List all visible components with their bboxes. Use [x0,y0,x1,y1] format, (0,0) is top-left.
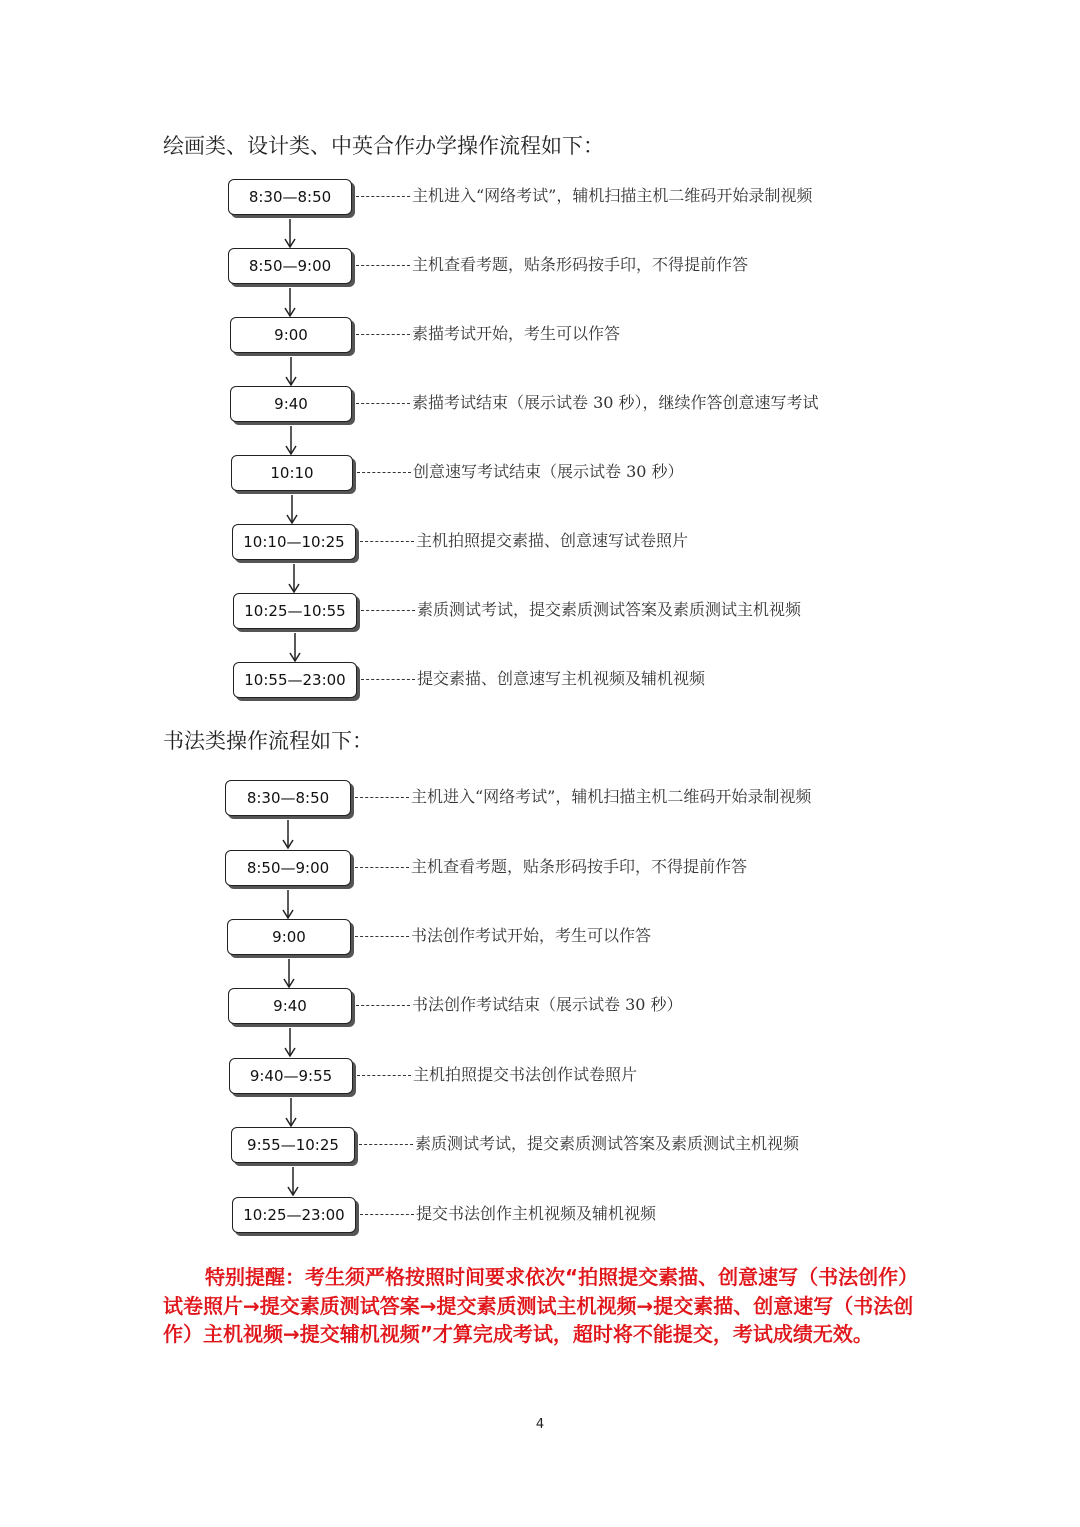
down-arrow-icon [284,357,298,387]
time-box: 10:55—23:00 [233,662,357,698]
time-box: 8:30—8:50 [225,780,351,816]
down-arrow-icon [287,564,301,594]
time-box: 8:50—9:00 [225,850,351,886]
dashed-connector [355,867,409,868]
down-arrow-icon [286,1167,300,1197]
dashed-connector [360,1214,414,1215]
dashed-connector [356,1005,410,1006]
down-arrow-icon [284,426,298,456]
step-description: 素质测试考试，提交素质测试答案及素质测试主机视频 [415,1134,800,1153]
time-box: 8:30—8:50 [228,179,352,215]
step-description: 主机进入“网络考试”，辅机扫描主机二维码开始录制视频 [411,787,812,806]
down-arrow-icon [281,890,295,920]
step-description: 素描考试结束（展示试卷 30 秒），继续作答创意速写考试 [412,393,819,412]
step-description: 主机查看考题，贴条形码按手印，不得提前作答 [411,857,748,876]
down-arrow-icon [284,1098,298,1128]
page-number: 4 [535,1417,545,1432]
step-description: 素质测试考试，提交素质测试答案及素质测试主机视频 [417,600,802,619]
dashed-connector [356,334,410,335]
down-arrow-icon [285,495,299,525]
step-description: 主机拍照提交素描、创意速写试卷照片 [416,531,689,550]
step-description: 素描考试开始，考生可以作答 [412,324,621,343]
section1-heading: 绘画类、设计类、中英合作办学操作流程如下： [163,134,604,158]
dashed-connector [355,797,409,798]
dashed-connector [361,679,415,680]
time-box: 10:25—10:55 [233,593,357,629]
time-box: 8:50—9:00 [228,248,352,284]
dashed-connector [357,1075,411,1076]
dashed-connector [356,196,410,197]
time-box: 9:40 [230,386,352,422]
step-description: 主机进入“网络考试”，辅机扫描主机二维码开始录制视频 [412,186,813,205]
dashed-connector [361,610,415,611]
step-description: 创意速写考试结束（展示试卷 30 秒） [413,462,684,481]
time-box: 10:10 [231,455,353,491]
step-description: 书法创作考试结束（展示试卷 30 秒） [412,995,683,1014]
time-box: 9:00 [227,919,351,955]
time-box: 9:55—10:25 [231,1127,355,1163]
down-arrow-icon [283,1028,297,1058]
down-arrow-icon [288,633,302,663]
dashed-connector [360,541,414,542]
time-box: 10:10—10:25 [232,524,356,560]
time-box: 9:00 [230,317,352,353]
dashed-connector [359,1144,413,1145]
dashed-connector [356,265,410,266]
step-description: 提交素描、创意速写主机视频及辅机视频 [417,669,706,688]
special-notice: 特别提醒：考生须严格按照时间要求依次“拍照提交素描、创意速写（书法创作）试卷照片→提交素质测试答案→提交素质测试主机视频→提交素描、创意速写（书法创作）主机视频→提交辅机视频”才算完成考试，超时将不能提交，考试成绩无效。 [163,1265,919,1346]
dashed-connector [355,936,409,937]
step-description: 书法创作考试开始，考生可以作答 [411,926,652,945]
step-description: 提交书法创作主机视频及辅机视频 [416,1204,657,1223]
dashed-connector [356,403,410,404]
time-box: 9:40—9:55 [229,1058,353,1094]
down-arrow-icon [283,288,297,318]
step-description: 主机拍照提交书法创作试卷照片 [413,1065,638,1084]
section2-heading: 书法类操作流程如下： [163,729,373,753]
time-box: 9:40 [228,988,352,1024]
step-description: 主机查看考题，贴条形码按手印，不得提前作答 [412,255,749,274]
down-arrow-icon [281,820,295,850]
down-arrow-icon [282,959,296,989]
down-arrow-icon [283,219,297,249]
dashed-connector [357,472,411,473]
time-box: 10:25—23:00 [232,1197,356,1233]
